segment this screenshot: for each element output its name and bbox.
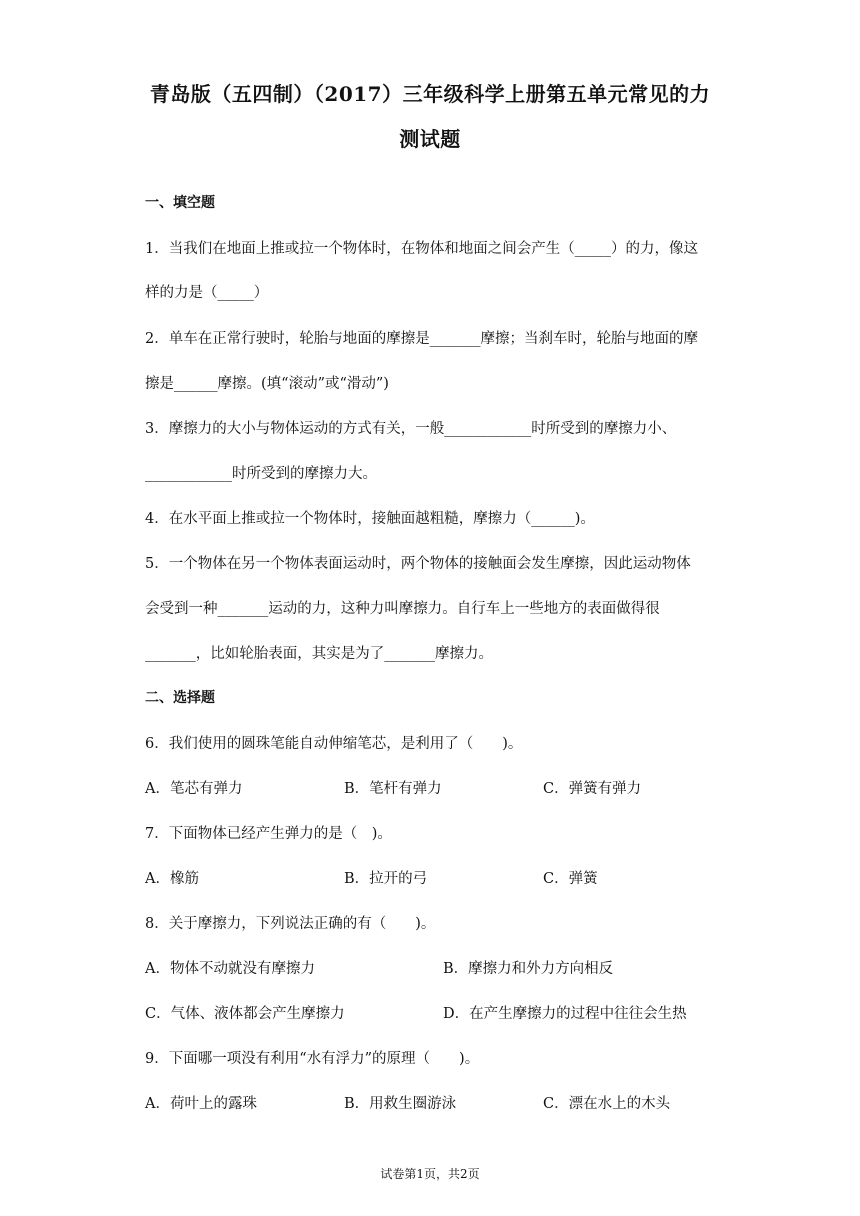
- question-8-option-d: D．在产生摩擦力的过程中往往会生热: [443, 1006, 687, 1022]
- question-6-option-a: A．笔芯有弹力: [145, 781, 243, 797]
- question-1-line-2: 样的力是（_____）: [145, 285, 269, 301]
- question-5-line-1: 5．一个物体在另一个物体表面运动时，两个物体的接触面会发生摩擦，因此运动物体: [145, 556, 691, 572]
- question-7-option-b: B．拉开的弓: [344, 871, 428, 887]
- question-2-line-1: 2．单车在正常行驶时，轮胎与地面的摩擦是_______摩擦；当刹车时，轮胎与地面的摩: [145, 331, 698, 347]
- question-8-stem: 8．关于摩擦力，下列说法正确的有（ )。: [145, 916, 436, 932]
- question-5-line-3: _______，比如轮胎表面，其实是为了_______摩擦力。: [145, 646, 493, 662]
- question-8-option-a: A．物体不动就没有摩擦力: [145, 961, 315, 977]
- question-9-option-b: B．用救生圈游泳: [344, 1096, 457, 1112]
- question-7-option-a: A．橡筋: [145, 871, 199, 887]
- question-7-option-c: C．弹簧: [543, 871, 598, 887]
- question-4-line-1: 4．在水平面上推或拉一个物体时，接触面越粗糙，摩擦力（______)。: [145, 511, 595, 527]
- page-footer: 试卷第1页，共2页: [380, 1167, 480, 1181]
- page-title: 青岛版（五四制）（2017）三年级科学上册第五单元常见的力: [149, 82, 711, 106]
- question-3-line-2: ____________时所受到的摩擦力大。: [145, 466, 377, 482]
- question-9-stem: 9．下面哪一项没有利用“水有浮力”的原理（ )。: [145, 1051, 480, 1067]
- page-title-continued: 测试题: [399, 127, 461, 151]
- question-6-option-c: C．弹簧有弹力: [543, 781, 642, 797]
- question-7-stem: 7．下面物体已经产生弹力的是（ )。: [145, 826, 392, 842]
- question-9-option-c: C．漂在水上的木头: [543, 1096, 671, 1112]
- question-5-line-2: 会受到一种_______运动的力，这种力叫摩擦力。自行车上一些地方的表面做得很: [145, 601, 660, 617]
- question-8-option-c: C．气体、液体都会产生摩擦力: [145, 1006, 345, 1022]
- question-8-option-b: B．摩擦力和外力方向相反: [443, 961, 614, 977]
- question-6-stem: 6．我们使用的圆珠笔能自动伸缩笔芯，是利用了（ )。: [145, 736, 523, 752]
- question-3-line-1: 3．摩擦力的大小与物体运动的方式有关，一般____________时所受到的摩擦力小、: [145, 421, 677, 437]
- section-heading-choice: 二、选择题: [145, 690, 215, 706]
- question-6-option-b: B．笔杆有弹力: [344, 781, 442, 797]
- question-9-option-a: A．荷叶上的露珠: [145, 1096, 257, 1112]
- question-1-line-1: 1．当我们在地面上推或拉一个物体时，在物体和地面之间会产生（_____）的力，像这: [145, 241, 698, 257]
- question-2-line-2: 擦是______摩擦。(填“滚动”或“滑动”): [145, 376, 389, 392]
- section-heading-fill: 一、填空题: [145, 195, 215, 211]
